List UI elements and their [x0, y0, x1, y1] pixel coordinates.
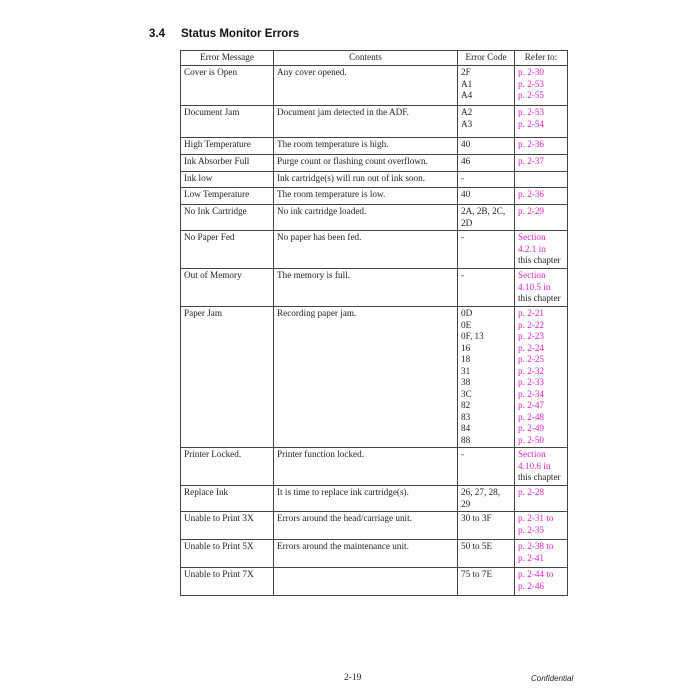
reference-text: this chapter — [518, 472, 561, 482]
reference-link[interactable]: p. 2-37 — [518, 156, 545, 166]
reference-link[interactable]: Section — [518, 270, 546, 280]
contents-cell: The room temperature is low. — [274, 188, 458, 205]
reference-link[interactable]: p. 2-34 — [518, 388, 545, 399]
status-errors-table — [180, 50, 568, 596]
error-code-cell — [458, 66, 515, 106]
table-row — [181, 66, 568, 106]
reference-link[interactable]: p. 2-35 — [518, 524, 545, 535]
error-code: 0E — [461, 319, 472, 330]
error-message-cell: Unable to Print 5X — [181, 540, 274, 568]
contents-cell: Ink cartridge(s) will run out of ink soon. — [274, 172, 458, 188]
refer-to-cell — [515, 269, 568, 307]
error-code-cell — [458, 269, 515, 307]
table-row — [181, 568, 568, 596]
table-row — [181, 486, 568, 512]
refer-to-cell — [515, 448, 568, 486]
error-code-cell — [458, 205, 515, 231]
error-code-cell — [458, 231, 515, 269]
error-code-cell — [458, 106, 515, 138]
reference-link[interactable]: p. 2-32 — [518, 365, 545, 376]
table-row — [181, 172, 568, 188]
reference-link[interactable]: 4.10.5 in — [518, 281, 551, 292]
contents-cell: Errors around the head/carriage unit. — [274, 512, 458, 540]
reference-link[interactable]: p. 2-46 — [518, 580, 545, 591]
reference-link[interactable]: p. 2-23 — [518, 331, 545, 341]
contents-cell: Errors around the maintenance unit. — [274, 540, 458, 568]
error-message-cell: Ink low — [181, 172, 274, 188]
refer-to-cell — [515, 106, 568, 138]
refer-to-cell — [515, 66, 568, 106]
reference-link[interactable]: p. 2-22 — [518, 319, 545, 330]
table-body — [181, 66, 568, 596]
contents-cell: It is time to replace ink cartridge(s). — [274, 486, 458, 512]
error-code: 75 to 7E — [461, 569, 493, 579]
reference-link[interactable]: p. 2-28 — [518, 487, 545, 497]
table-row — [181, 106, 568, 138]
reference-link[interactable]: p. 2-44 to — [518, 569, 554, 579]
error-code-cell — [458, 512, 515, 540]
header-error-message: Error Message — [181, 51, 274, 66]
error-code-cell — [458, 188, 515, 205]
reference-text: this chapter — [518, 293, 561, 303]
error-code: 2F — [461, 67, 471, 77]
reference-link[interactable]: p. 2-21 — [518, 308, 545, 318]
error-code: A2 — [461, 107, 473, 117]
contents-cell — [274, 568, 458, 596]
contents-cell: Document jam detected in the ADF. — [274, 106, 458, 138]
reference-link[interactable]: p. 2-50 — [518, 434, 545, 445]
reference-link[interactable]: p. 2-36 — [518, 139, 545, 149]
error-message-cell: Document Jam — [181, 106, 274, 138]
refer-to-cell — [515, 540, 568, 568]
error-message-cell: Low Temperature — [181, 188, 274, 205]
error-code: - — [461, 232, 465, 242]
error-message-cell: Cover is Open — [181, 66, 274, 106]
error-code: 31 — [461, 365, 471, 376]
reference-link[interactable]: p. 2-29 — [518, 206, 545, 216]
table-row — [181, 231, 568, 269]
error-message-cell: Replace Ink — [181, 486, 274, 512]
refer-to-cell — [515, 188, 568, 205]
error-code: 2A, 2B, 2C, — [461, 206, 506, 216]
refer-to-cell — [515, 568, 568, 596]
contents-cell: No paper has been fed. — [274, 231, 458, 269]
error-code: - — [461, 449, 465, 459]
header-contents: Contents — [274, 51, 458, 66]
table-row — [181, 138, 568, 155]
error-code-cell — [458, 172, 515, 188]
error-code: 50 to 5E — [461, 541, 493, 551]
error-code: 84 — [461, 423, 471, 433]
reference-link[interactable]: 4.10.6 in — [518, 460, 551, 471]
contents-cell: No ink cartridge loaded. — [274, 205, 458, 231]
error-code: - — [461, 270, 465, 280]
error-code: 83 — [461, 411, 471, 422]
error-code: 40 — [461, 139, 471, 149]
error-code: 88 — [461, 434, 471, 445]
error-message-cell: No Ink Cartridge — [181, 205, 274, 231]
table-row — [181, 269, 568, 307]
error-code: 26, 27, 28, — [461, 487, 501, 497]
reference-link[interactable]: 4.2.1 in — [518, 243, 546, 254]
table-row — [181, 448, 568, 486]
error-code: 18 — [461, 354, 471, 364]
section-title: Status Monitor Errors — [181, 28, 300, 40]
reference-link[interactable]: p. 2-49 — [518, 423, 545, 433]
reference-link[interactable]: p. 2-30 — [518, 67, 545, 77]
reference-link[interactable]: p. 2-41 — [518, 552, 545, 563]
refer-to-cell — [515, 512, 568, 540]
reference-link[interactable]: p. 2-36 — [518, 189, 545, 199]
error-message-cell: Ink Absorber Full — [181, 155, 274, 172]
contents-cell: Printer function locked. — [274, 448, 458, 486]
error-code: 82 — [461, 400, 471, 410]
error-code: 46 — [461, 156, 471, 166]
refer-to-cell — [515, 155, 568, 172]
header-refer-to: Refer to: — [515, 51, 568, 66]
error-message-cell: Printer Locked. — [181, 448, 274, 486]
refer-to-cell — [515, 307, 568, 448]
table-row — [181, 188, 568, 205]
error-message-cell: Unable to Print 7X — [181, 568, 274, 596]
error-message-cell: Out of Memory — [181, 269, 274, 307]
section-number: 3.4 — [149, 28, 165, 40]
reference-text: this chapter — [518, 255, 561, 265]
error-code-cell — [458, 486, 515, 512]
refer-to-cell — [515, 172, 568, 188]
reference-link[interactable]: p. 2-25 — [518, 354, 545, 364]
table-row — [181, 155, 568, 172]
refer-to-cell — [515, 205, 568, 231]
error-code: 40 — [461, 189, 471, 199]
error-message-cell: Unable to Print 3X — [181, 512, 274, 540]
table-header-row — [181, 51, 568, 66]
table-row — [181, 540, 568, 568]
error-code: 3C — [461, 388, 472, 399]
error-code: 38 — [461, 377, 471, 387]
reference-link[interactable]: p. 2-53 — [518, 78, 545, 89]
reference-link[interactable]: p. 2-55 — [518, 90, 545, 100]
contents-cell: Recording paper jam. — [274, 307, 458, 448]
reference-link[interactable]: p. 2-31 to — [518, 513, 554, 523]
refer-to-cell — [515, 486, 568, 512]
reference-link[interactable]: p. 2-53 — [518, 107, 545, 117]
error-code: 16 — [461, 342, 471, 353]
reference-link[interactable]: p. 2-38 to — [518, 541, 554, 551]
reference-link[interactable]: p. 2-33 — [518, 377, 545, 387]
error-code-cell — [458, 138, 515, 155]
error-code-cell — [458, 307, 515, 448]
header-error-code: Error Code — [458, 51, 515, 66]
table-row — [181, 512, 568, 540]
error-code-cell — [458, 155, 515, 172]
refer-to-cell — [515, 231, 568, 269]
reference-link[interactable]: Section — [518, 232, 546, 242]
error-message-cell: High Temperature — [181, 138, 274, 155]
error-code: A4 — [461, 90, 473, 100]
error-message-cell: No Paper Fed — [181, 231, 274, 269]
error-code: A3 — [461, 118, 473, 129]
error-code: A1 — [461, 78, 473, 89]
contents-cell: Any cover opened. — [274, 66, 458, 106]
reference-link[interactable]: p. 2-48 — [518, 411, 545, 422]
contents-cell: The memory is full. — [274, 269, 458, 307]
error-code: 2D — [461, 217, 473, 228]
reference-link[interactable]: p. 2-54 — [518, 118, 545, 129]
table-row — [181, 205, 568, 231]
contents-cell: The room temperature is high. — [274, 138, 458, 155]
error-code-cell — [458, 540, 515, 568]
error-code: 0F, 13 — [461, 331, 484, 341]
error-code-cell — [458, 448, 515, 486]
page-number: 2-19 — [344, 673, 362, 683]
contents-cell: Purge count or flashing count overflown. — [274, 155, 458, 172]
error-message-cell: Paper Jam — [181, 307, 274, 448]
error-code: 0D — [461, 308, 473, 318]
section-heading — [149, 28, 299, 40]
refer-to-cell — [515, 138, 568, 155]
error-code: 30 to 3F — [461, 513, 492, 523]
error-code: 29 — [461, 498, 471, 509]
confidential-label: Confidential — [531, 674, 574, 683]
error-code: - — [461, 173, 465, 183]
table-row — [181, 307, 568, 448]
reference-link[interactable]: Section — [518, 449, 546, 459]
reference-link[interactable]: p. 2-47 — [518, 400, 545, 410]
reference-link[interactable]: p. 2-24 — [518, 342, 545, 353]
error-code-cell — [458, 568, 515, 596]
